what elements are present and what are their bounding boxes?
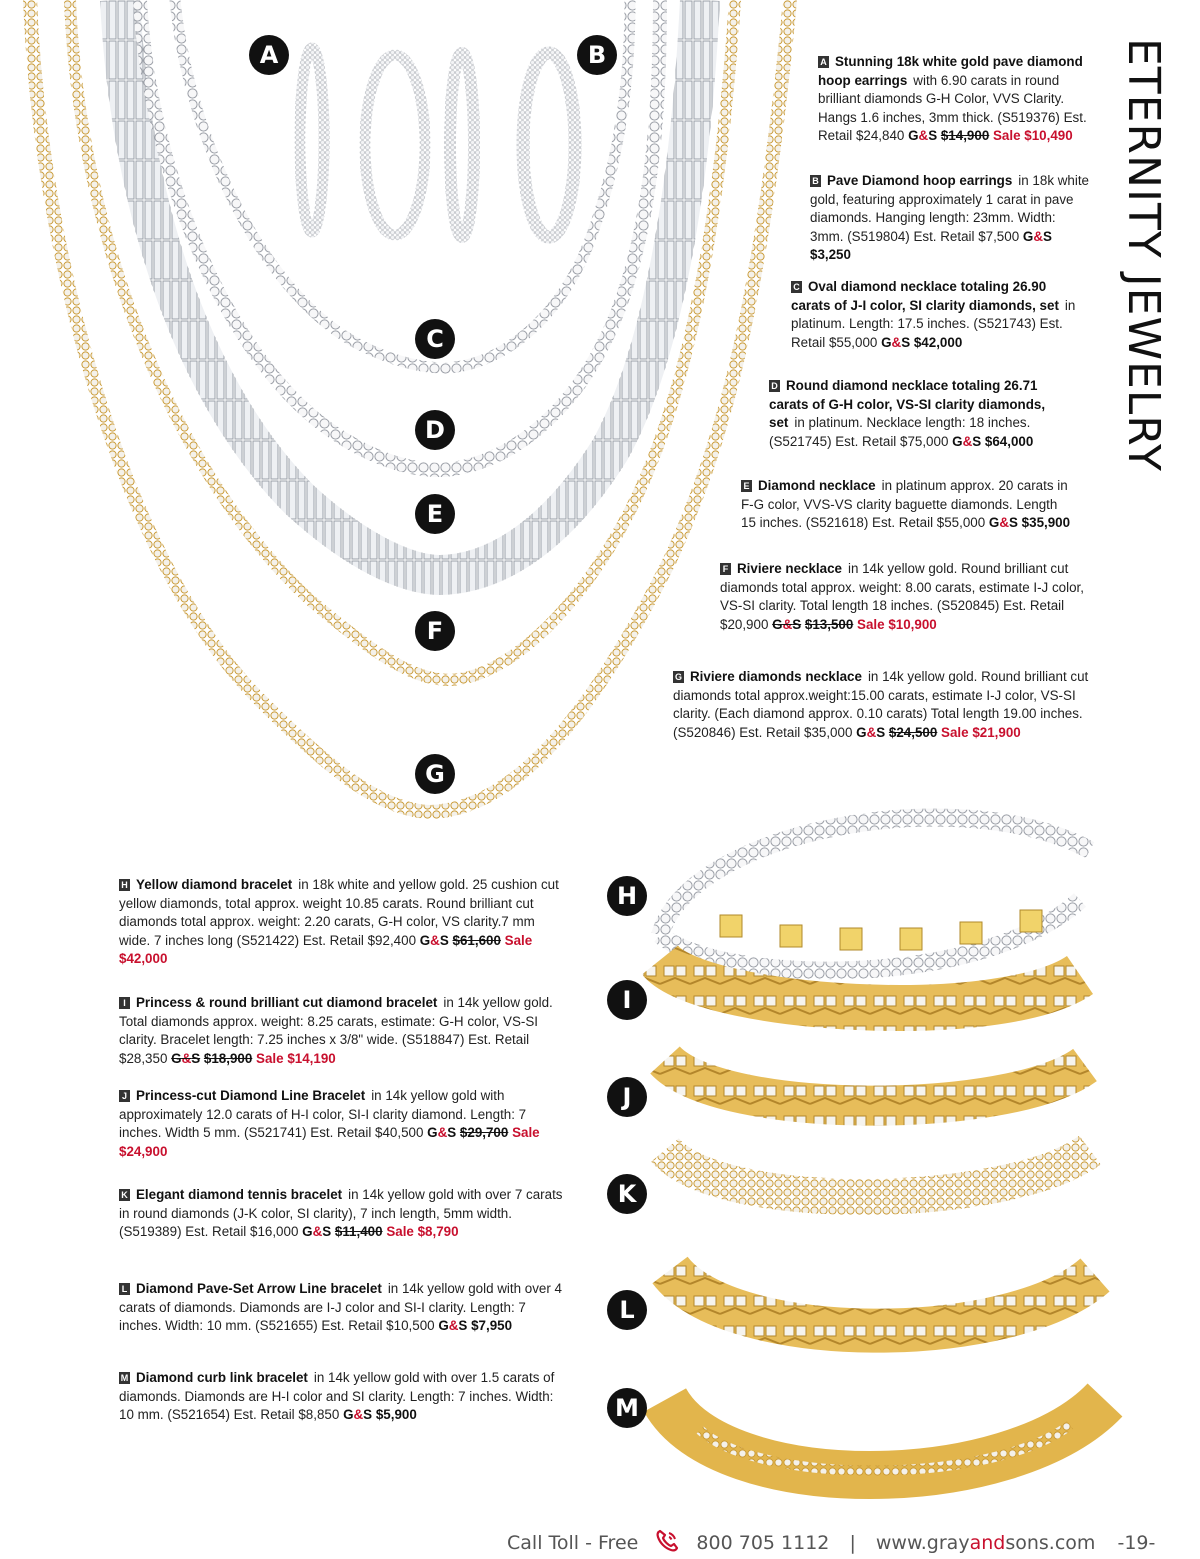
marker-c: C [415, 319, 455, 359]
marker-h: H [607, 876, 647, 916]
gs-price: $42,000 [913, 334, 963, 350]
product-name: Riviere diamonds necklace [690, 669, 862, 684]
website-suffix: sons.com [1005, 1532, 1096, 1554]
marker-j: J [607, 1077, 647, 1117]
marker-g: G [415, 754, 455, 794]
gs-price: $3,250 [810, 247, 851, 263]
gs-price: $64,000 [984, 433, 1034, 449]
product-description [741, 477, 1071, 533]
gs-price: $61,600 [452, 932, 501, 948]
footer-separator: | [849, 1532, 856, 1554]
gs-price: $7,950 [471, 1318, 513, 1334]
gs-price: $18,900 [203, 1050, 253, 1066]
product-description [119, 1369, 567, 1425]
gs-label: G&S [881, 334, 911, 350]
gs-label: G&S [856, 724, 886, 740]
marker-e: E [415, 494, 455, 534]
website-link[interactable] [876, 1532, 1096, 1554]
sale-price: Sale $10,490 [993, 128, 1073, 144]
product-name: Elegant diamond tennis bracelet [136, 1187, 343, 1202]
gs-price: $24,500 [888, 724, 938, 740]
product-details: in 14k yellow gold with over 4 carats of diamonds. Diamonds are I-J color and SI-I clarity. Length: 7 inches. Width: 10 mm. (S521655) Est. Retail $10,500 [119, 1281, 562, 1334]
product-details: in 14k yellow gold. Round brilliant cut diamonds total approx.weight:15.00 carats, estimate I-J color, VS-SI clarity. (Each diamond approx. 0.10 carats) Total length 19.00 inches. (S520846) Est. Retail $35,000 [673, 669, 1089, 740]
website-and: and [969, 1532, 1006, 1554]
product-name: Diamond necklace [758, 478, 876, 493]
sale-price: Sale $42,000 [119, 932, 533, 967]
product-description [119, 876, 567, 969]
gs-label: G&S [302, 1224, 332, 1240]
product-key-badge: I [119, 997, 130, 1009]
product-details: in platinum. Necklace length: 18 inches. (S521745) Est. Retail $75,000 [769, 415, 1031, 449]
gs-price: $35,900 [1021, 515, 1071, 531]
product-name: Stunning 18k white gold pave diamond hoop earrings [818, 54, 1083, 88]
product-details: in 18k white and yellow gold. 25 cushion cut yellow diamonds, total approx. weight 10.85 carats. Round brilliant cut diamonds total approx. weight: 2.20 carats, G-H color, VS clarity.7 mm wide. 7 inches long (S521422) Est. Retail $92,400 [119, 877, 559, 948]
product-key-badge: M [120, 1373, 129, 1383]
gs-label: G&S [171, 1050, 201, 1066]
product-key-badge: B [810, 175, 821, 187]
product-details: in 14k yellow gold with approximately 12.0 carats of H-I color, SI-I clarity diamond. Length: 7 inches. Width 5 mm. (S521741) Est. Retail $40,500 [119, 1088, 527, 1141]
product-description [119, 1186, 567, 1242]
product-description [119, 1280, 567, 1336]
product-details: in 18k white gold, featuring approximately 1 carat in pave diamonds. Hanging length: 23mm. Width: 3mm. (S519804) Est. Retail $7,500 [810, 173, 1089, 244]
marker-a: A [249, 35, 289, 75]
product-details: in 14k yellow gold with over 7 carats in round diamonds (J-K color, SI clarity), 7 inch length, 5mm width. (S519389) Est. Retail $16,000 [119, 1187, 563, 1240]
product-name: Oval diamond necklace totaling 26.90 carats of J-I color, SI clarity diamonds, set [791, 279, 1059, 313]
marker-f: F [415, 611, 455, 651]
page-number: -19- [1117, 1532, 1156, 1554]
product-details: in 14k yellow gold. Round brilliant cut diamonds total approx. weight: 8.00 carats, estimate I-J color, VS-SI clarity. Total length 18 inches. (S520845) Est. Retail $20,900 [720, 561, 1084, 632]
sale-price: Sale $21,900 [941, 724, 1021, 740]
product-name: Princess-cut Diamond Line Bracelet [136, 1088, 366, 1103]
product-key-badge: K [119, 1189, 130, 1201]
product-description [720, 560, 1100, 634]
gs-label: G&S [952, 433, 982, 449]
marker-m: M [607, 1388, 647, 1428]
footer [507, 1528, 1155, 1558]
product-name: Diamond curb link bracelet [136, 1370, 308, 1385]
marker-i: I [607, 980, 647, 1020]
gs-price: $11,400 [334, 1224, 383, 1240]
product-key-badge: F [720, 563, 731, 575]
product-description [791, 278, 1081, 352]
website-prefix: www.gray [875, 1532, 970, 1554]
call-label: Call Toll - Free [507, 1532, 639, 1554]
product-details: in platinum approx. 20 carats in F-G color, VVS-VS clarity baguette diamonds. Length 15 inches. (S521618) Est. Retail $55,000 [741, 478, 1068, 531]
product-name: Yellow diamond bracelet [136, 877, 293, 892]
product-details: in 14k yellow gold. Total diamonds approx. weight: 8.25 carats, estimate: G-H color, VS-SI clarity. Bracelet length: 7.25 inches x 3/8" wide. (S518847) Est. Retail $28,350 [119, 995, 553, 1066]
product-key-badge: G [674, 672, 682, 682]
product-key-badge: A [818, 56, 829, 68]
gs-price: $13,500 [804, 616, 854, 632]
gs-label: G&S [419, 932, 449, 948]
gs-label: G&S [343, 1407, 373, 1423]
product-key-badge: E [741, 480, 752, 492]
marker-b: B [577, 35, 617, 75]
marker-l: L [607, 1290, 647, 1330]
product-name: Round diamond necklace totaling 26.71 carats of G-H color, VS-SI clarity diamonds, set [769, 378, 1046, 431]
product-name: Riviere necklace [737, 561, 842, 576]
product-key-badge: C [791, 281, 802, 293]
gs-price: $14,900 [940, 128, 990, 144]
product-details: with 6.90 carats in round brilliant diamonds G-H Color, VVS Clarity. Hangs 1.6 inches, 3mm thick. (S519376) Est. Retail $24,840 [818, 72, 1087, 144]
gs-price: $29,700 [459, 1125, 509, 1141]
page-title: ETERNITY JEWELRY [1118, 38, 1169, 472]
product-name: Pave Diamond hoop earrings [827, 173, 1013, 188]
product-name: Princess & round brilliant cut diamond bracelet [136, 995, 438, 1010]
marker-d: D [415, 410, 455, 450]
product-description [810, 172, 1090, 265]
phone-icon [654, 1528, 680, 1554]
gs-label: G&S [1022, 228, 1052, 244]
sale-price: Sale $24,900 [119, 1125, 540, 1159]
product-key-badge: J [119, 1090, 130, 1102]
product-description [119, 1087, 567, 1161]
gs-label: G&S [908, 128, 938, 144]
product-description [673, 668, 1108, 742]
sale-price: Sale $14,190 [256, 1050, 336, 1066]
product-details: in platinum. Length: 17.5 inches. (S521743) Est. Retail $55,000 [791, 297, 1076, 350]
product-description [119, 994, 567, 1068]
marker-k: K [607, 1174, 647, 1214]
product-name: Diamond Pave-Set Arrow Line bracelet [136, 1281, 382, 1296]
gs-label: G&S [427, 1125, 457, 1141]
gs-label: G&S [988, 515, 1018, 531]
sale-price: Sale $10,900 [857, 616, 937, 632]
product-key-badge: H [119, 879, 130, 891]
phone-number[interactable]: 800 705 1112 [696, 1532, 830, 1554]
sale-price: Sale $8,790 [386, 1224, 459, 1240]
product-key-badge: L [119, 1283, 130, 1295]
product-key-badge: D [769, 380, 780, 392]
gs-label: G&S [438, 1318, 468, 1334]
product-description [769, 377, 1079, 451]
product-description [818, 53, 1098, 146]
gs-price: $5,900 [375, 1407, 417, 1423]
product-details: in 14k yellow gold with over 1.5 carats of diamonds. Diamonds are H-I color and SI clarity. Length: 7 inches. Width: 10 mm. (S521654) Est. Retail $8,850 [119, 1370, 555, 1423]
gs-label: G&S [772, 616, 802, 632]
